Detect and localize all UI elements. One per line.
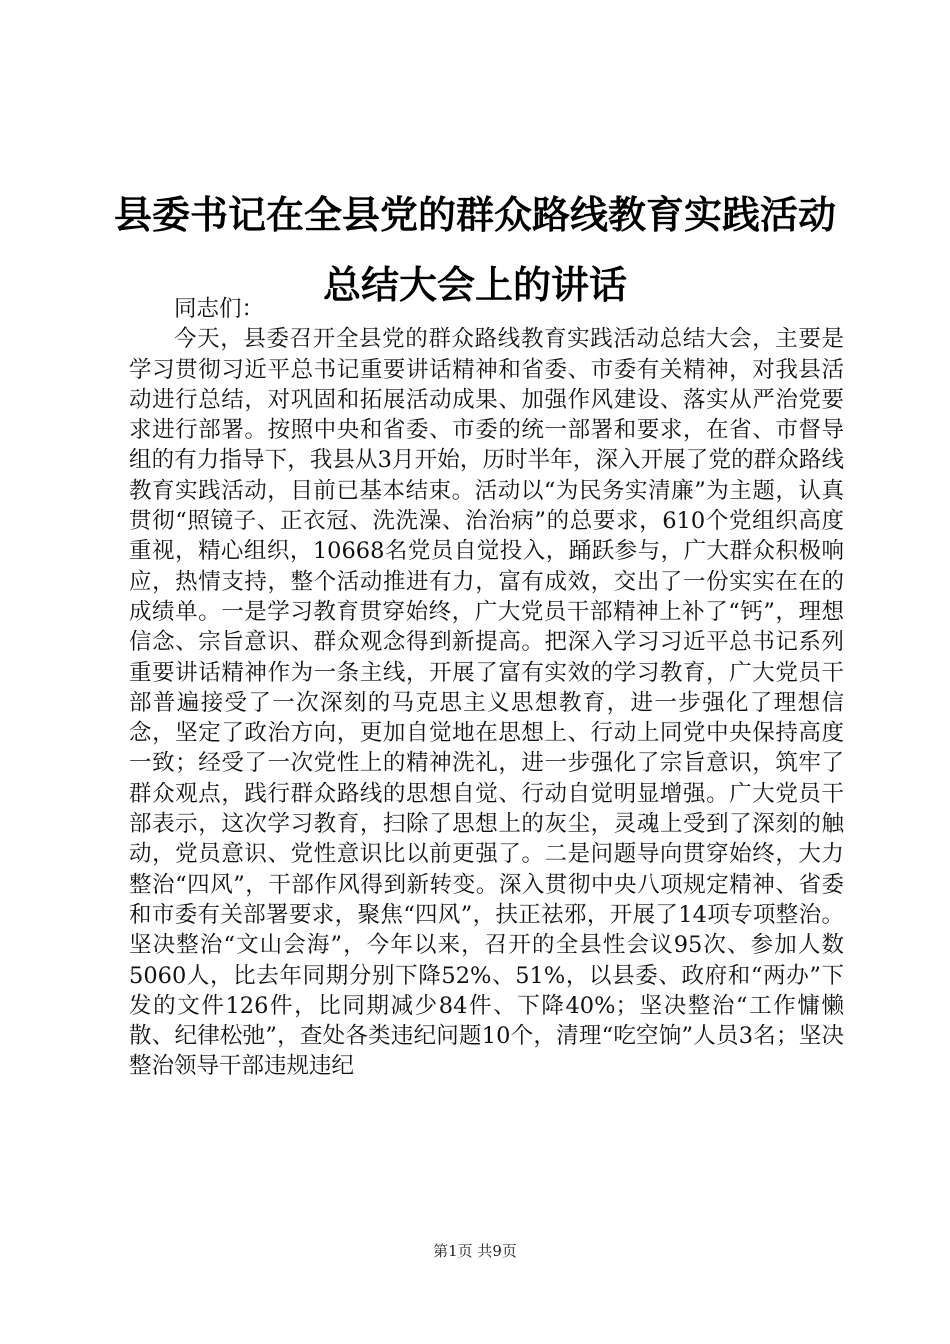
- salutation: 同志们：: [174, 296, 265, 322]
- document-title: 县委书记在全县党的群众路线教育实践活动总结大会上的讲话: [113, 192, 836, 307]
- document-body: [129, 294, 844, 1082]
- body-paragraph: 今天，县委召开全县党的群众路线教育实践活动总结大会，主要是学习贯彻习近平总书记重要讲话精神和省委、市委有关精神，对我县活动进行总结，对巩固和拓展活动成果、加强作风建设、落实从严治党要求进行部署。按照中央和省委、市委的统一部署和要求，在省、市督导组的有力指导下，我县从3月开始，历时半年，深入开展了党的群众路线教育实践活动，目前已基本结束。活动以“为民务实清廉”为主题，认真贯彻“照镜子、正衣冠、洗洗澡、治治病”的总要求，610个党组织高度重视，精心组织，10668名党员自觉投入，踊跃参与，广大群众积极响应，热情支持，整个活动推进有力，富有成效，交出了一份实实在在的成绩单。一是学习教育贯穿始终，广大党员干部精神上补了“钙”，理想信念、宗旨意识、群众观念得到新提高。把深入学习习近平总书记系列重要讲话精神作为一条主线，开展了富有实效的学习教育，广大党员干部普遍接受了一次深刻的马克思主义思想教育，进一步强化了理想信念，坚定了政治方向，更加自觉地在思想上、行动上同党中央保持高度一致；经受了一次党性上的精神洗礼，进一步强化了宗旨意识，筑牢了群众观点，践行群众路线的思想自觉、行动自觉明显增强。广大党员干部表示，这次学习教育，扫除了思想上的灰尘，灵魂上受到了深刻的触动，党员意识、党性意识比以前更强了。二是问题导向贯穿始终，大力整治“四风”，干部作风得到新转变。深入贯彻中央八项规定精神、省委和市委有关部署要求，聚焦“四风”，扶正祛邪，开展了14项专项整治。坚决整治“文山会海”，今年以来，召开的全县性会议95次、参加人数5060人，比去年同期分别下降52%、51%，以县委、政府和“两办”下发的文件126件，比同期减少84件、下降40%；坚决整治“工作慵懒散、纪律松弛”，查处各类违纪问题10个，清理“吃空饷”人员3名；坚决整治领导干部违规违纪: [129, 326, 844, 1080]
- page-number: 第1页 共9页: [433, 1242, 517, 1260]
